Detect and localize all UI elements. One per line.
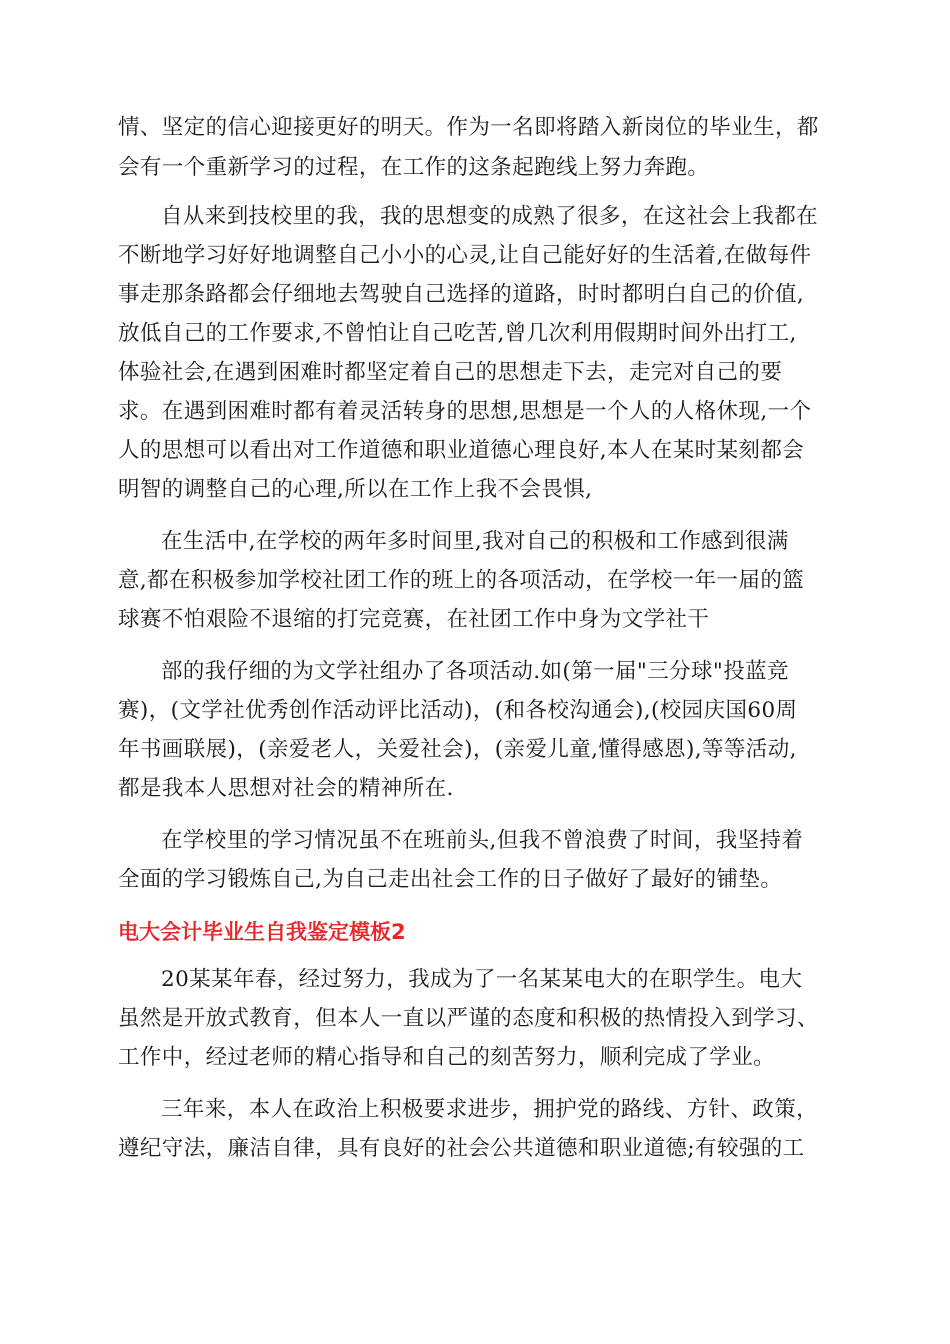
text-line: 部的我仔细的为文学社组办了各项活动.如(第一届"三分球"投蓝竞 — [161, 659, 789, 684]
text-line: 赛)，(文学社优秀创作活动评比活动)，(和各校沟通会),(校园庆国60周 — [118, 698, 798, 723]
text-line: 意,都在积极参加学校社团工作的班上的各项活动，在学校一年一届的篮 — [118, 568, 805, 593]
text-line: 年书画联展)，(亲爱老人，关爱社会)，(亲爱儿童,懂得感恩),等等活动, — [118, 737, 797, 762]
text-line: 会有一个重新学习的过程，在工作的这条起跑线上努力奔跑。 — [118, 155, 710, 180]
text-line: 情、坚定的信心迎接更好的明天。作为一名即将踏入新岗位的毕业生，都 — [118, 115, 819, 140]
text-line: 在生活中,在学校的两年多时间里,我对自己的积极和工作感到很满 — [161, 529, 789, 554]
text-line: 放低自己的工作要求,不曾怕让自己吃苦,曾几次利用假期时间外出打工, — [118, 321, 797, 346]
text-line: 全面的学习锻炼自己,为自己走出社会工作的日子做好了最好的铺垫。 — [118, 867, 783, 892]
text-line: 虽然是开放式教育，但本人一直以严谨的态度和积极的热情投入到学习、 — [118, 1006, 819, 1031]
text-line: 事走那条路都会仔细地去驾驶自己选择的道路，时时都明白自己的价值, — [118, 282, 805, 307]
section-heading: 电大会计毕业生自我鉴定模板2 — [118, 920, 406, 944]
text-line: 20某某年春，经过努力，我成为了一名某某电大的在职学生。电大 — [161, 967, 803, 992]
text-line: 遵纪守法，廉洁自律，具有良好的社会公共道德和职业道德;有较强的工 — [118, 1136, 805, 1161]
text-line: 都是我本人思想对社会的精神所在. — [118, 776, 454, 801]
text-line: 工作中，经过老师的精心指导和自己的刻苦努力，顺利完成了学业。 — [118, 1045, 776, 1070]
text-line: 求。在遇到困难时都有着灵活转身的思想,思想是一个人的人格休现,一个 — [118, 399, 812, 424]
text-line: 自从来到技校里的我，我的思想变的成熟了很多，在这社会上我都在 — [161, 204, 819, 229]
text-line: 不断地学习好好地调整自己小小的心灵,让自己能好好的生活着,在做每件 — [118, 243, 812, 268]
text-line: 球赛不怕艰险不退缩的打完竞赛，在社团工作中身为文学社干 — [118, 607, 710, 632]
text-line: 明智的调整自己的心理,所以在工作上我不会畏惧, — [118, 477, 593, 502]
text-line: 体验社会,在遇到困难时都坚定着自己的思想走下去，走完对自己的要 — [118, 360, 783, 385]
text-line: 人的思想可以看出对工作道德和职业道德心理良好,本人在某时某刻都会 — [118, 438, 805, 463]
text-line: 三年来，本人在政治上积极要求进步，拥护党的路线、方针、政策， — [161, 1097, 819, 1122]
text-line: 在学校里的学习情况虽不在班前头,但我不曾浪费了时间，我坚持着 — [161, 828, 804, 853]
